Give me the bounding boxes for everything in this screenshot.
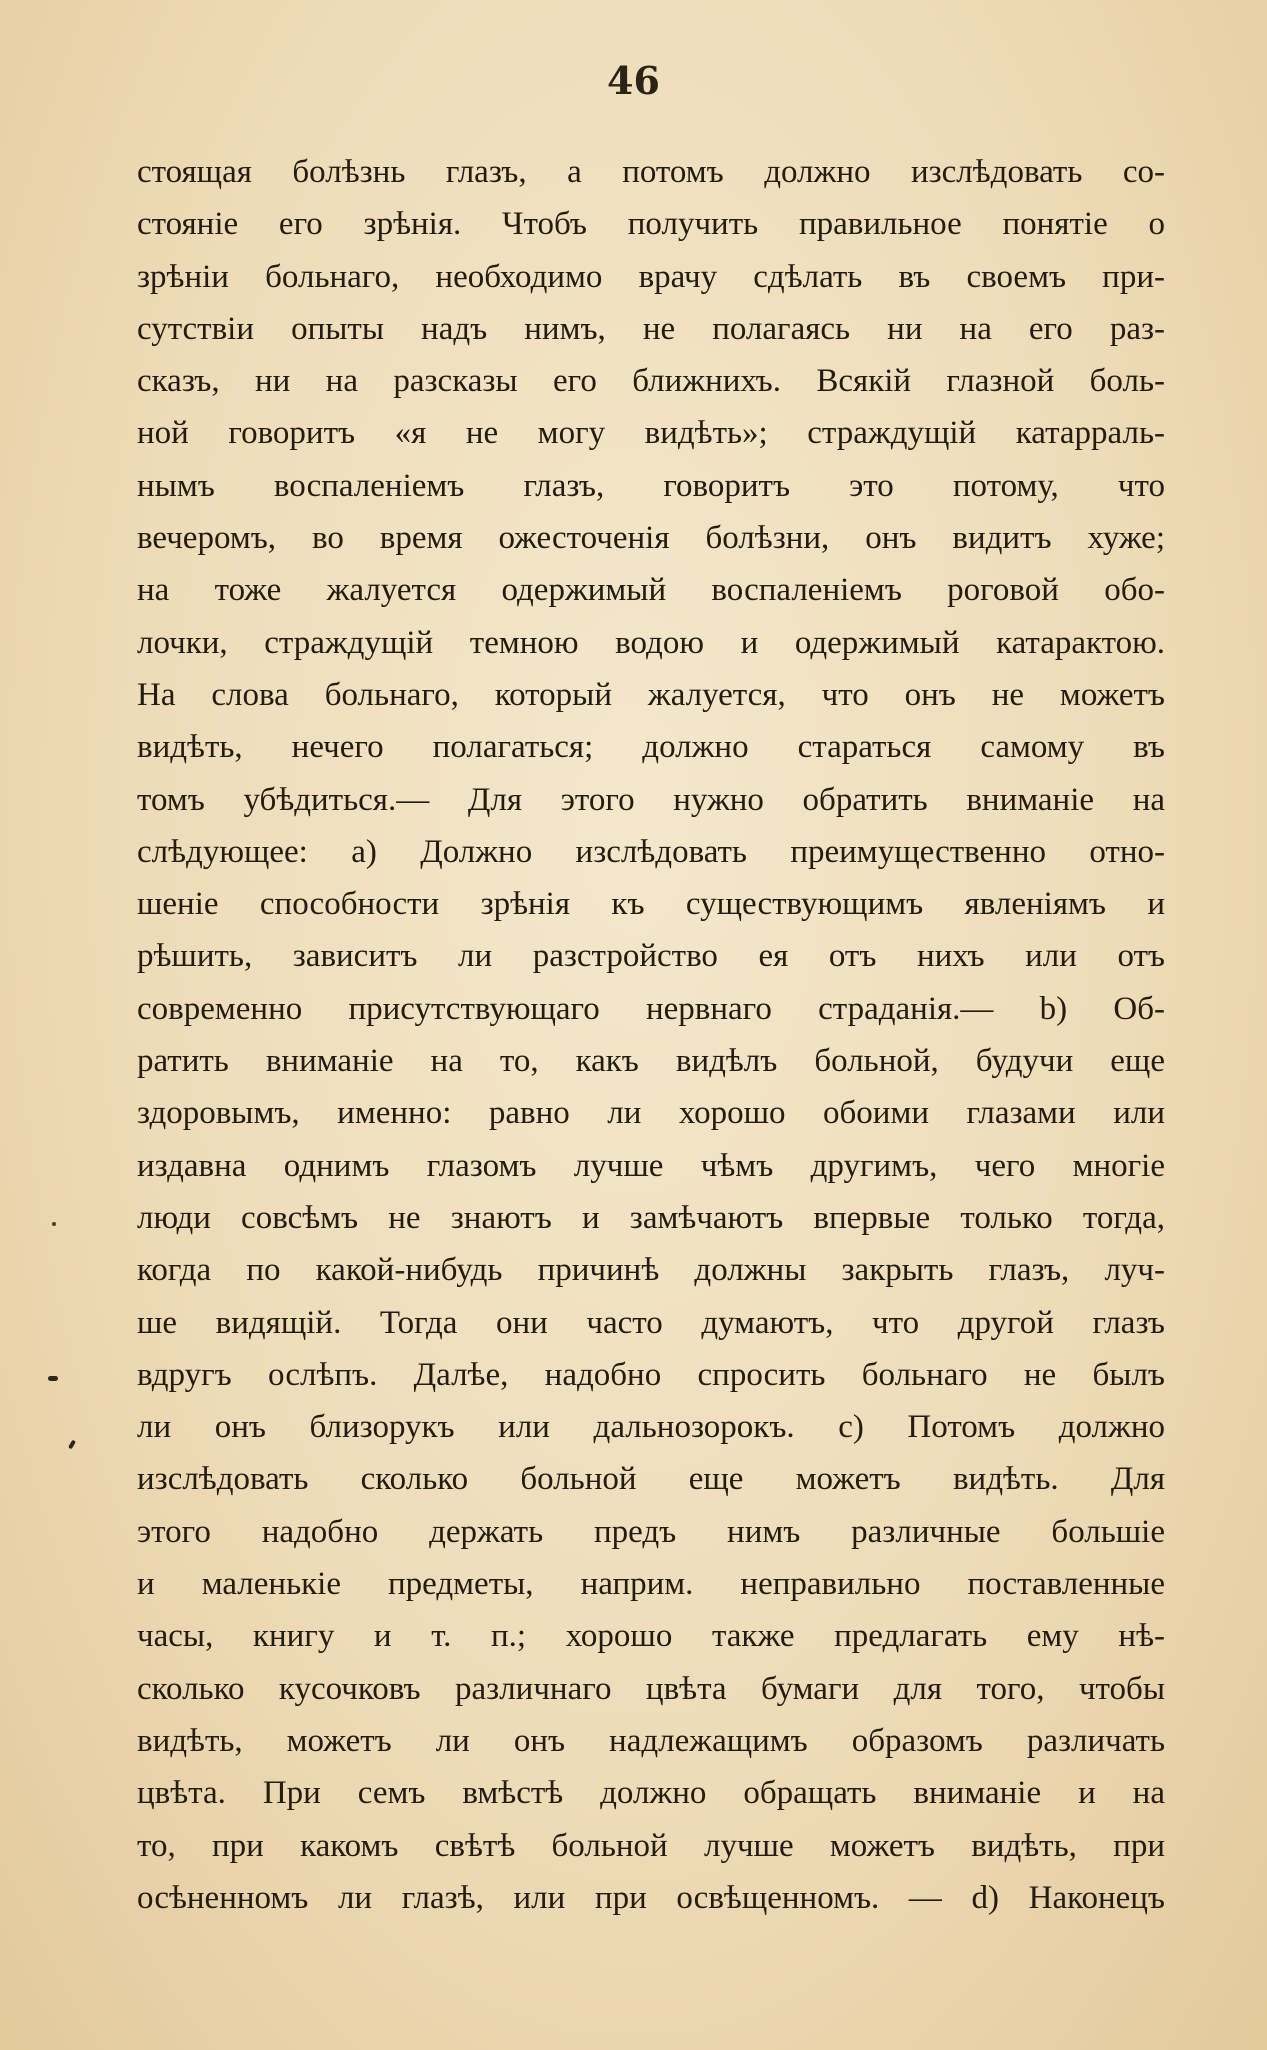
text-line: сказъ, ни на разсказы его ближнихъ. Всякій глазной боль- xyxy=(137,363,1165,400)
page-number: 46 xyxy=(607,58,660,103)
text-line: изслѣдовать сколько больной еще можетъ видѣть. Для xyxy=(137,1461,1165,1498)
text-line: томъ убѣдиться.— Для этого нужно обратить вниманіе на xyxy=(137,781,1165,818)
text-line: люди совсѣмъ не знаютъ и замѣчаютъ впервые только тогда, xyxy=(137,1199,1165,1236)
ink-speck xyxy=(68,1440,76,1450)
text-line: здоровымъ, именно: равно ли хорошо обоими глазами или xyxy=(137,1095,1165,1132)
text-line: вдругъ ослѣпъ. Далѣе, надобно спросить больнаго не былъ xyxy=(137,1356,1165,1393)
text-line: рѣшить, зависитъ ли разстройство ея отъ нихъ или отъ xyxy=(137,938,1165,975)
text-line: на тоже жалуется одержимый воспаленіемъ роговой обо- xyxy=(137,572,1165,609)
text-line: зрѣніи больнаго, необходимо врачу сдѣлать въ своемъ при- xyxy=(137,258,1165,295)
text-line: и маленькіе предметы, наприм. неправильно поставленные xyxy=(137,1566,1165,1603)
text-line: нымъ воспаленіемъ глазъ, говоритъ это потому, что xyxy=(137,467,1165,504)
text-line: осѣненномъ ли глазѣ, или при освѣщенномъ. — d) Наконецъ xyxy=(137,1879,1165,1916)
text-line: ной говоритъ «я не могу видѣть»; страждущій катарраль- xyxy=(137,415,1165,452)
text-line: стояніе его зрѣнія. Чтобъ получить правильное понятіе о xyxy=(137,206,1165,243)
text-line: сколько кусочковъ различнаго цвѣта бумаги для того, чтобы xyxy=(137,1670,1165,1707)
text-line: видѣть, можетъ ли онъ надлежащимъ образомъ различать xyxy=(137,1722,1165,1759)
text-line: то, при какомъ свѣтѣ больной лучше можетъ видѣть, при xyxy=(137,1827,1165,1864)
text-line: издавна однимъ глазомъ лучше чѣмъ другимъ, чего многіе xyxy=(137,1147,1165,1184)
text-line: стоящая болѣзнь глазъ, а потомъ должно изслѣдовать со- xyxy=(137,154,1165,190)
text-line: ратить вниманіе на то, какъ видѣлъ больной, будучи еще xyxy=(137,1043,1165,1080)
text-line: сутствіи опыты надъ нимъ, не полагаясь ни на его раз- xyxy=(137,310,1165,347)
text-line: цвѣта. При семъ вмѣстѣ должно обращать вниманіе и на xyxy=(137,1775,1165,1812)
text-line: современно присутствующаго нервнаго страданія.— b) Об- xyxy=(137,990,1165,1027)
text-line: часы, книгу и т. п.; хорошо также предлагать ему нѣ- xyxy=(137,1618,1165,1655)
text-line: слѣдующее: a) Должно изслѣдовать преимущественно отно- xyxy=(137,833,1165,870)
text-line: На слова больнаго, который жалуется, что онъ не можетъ xyxy=(137,676,1165,713)
text-line: ли онъ близорукъ или дальнозорокъ. c) Потомъ должно xyxy=(137,1409,1165,1446)
text-line: лочки, страждущій темною водою и одержимый катарактою. xyxy=(137,624,1165,661)
text-line: когда по какой-нибудь причинѣ должны закрыть глазъ, луч- xyxy=(137,1252,1165,1289)
ink-speck xyxy=(48,1376,58,1381)
body-text xyxy=(137,146,1165,1924)
text-line: ше видящій. Тогда они часто думаютъ, что другой глазъ xyxy=(137,1304,1165,1341)
text-line: этого надобно держать предъ нимъ различные большіе xyxy=(137,1513,1165,1550)
ink-speck xyxy=(52,1222,56,1226)
text-line: видѣть, нечего полагаться; должно стараться самому въ xyxy=(137,729,1165,766)
text-line: шеніе способности зрѣнія къ существующимъ явленіямъ и xyxy=(137,886,1165,923)
text-line: вечеромъ, во время ожесточенія болѣзни, онъ видитъ хуже; xyxy=(137,520,1165,557)
